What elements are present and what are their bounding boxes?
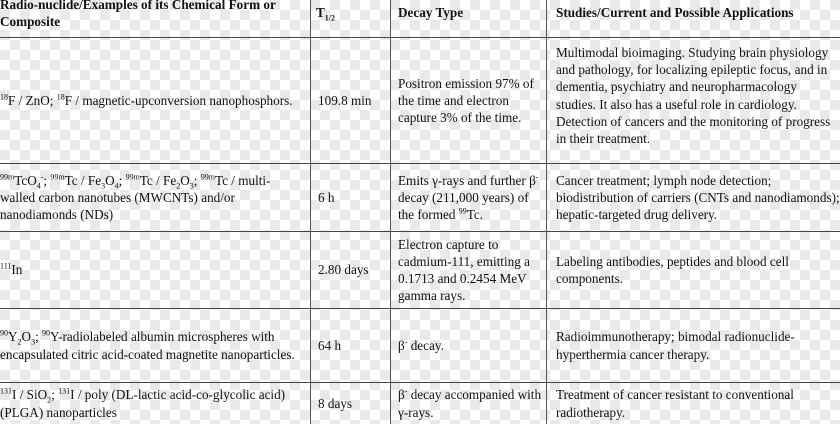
table-row-4-half-life: 64 h (318, 337, 342, 353)
table-row-3-applications: Labeling antibodies, peptides and blood cell components. (556, 253, 789, 286)
table-row-3-decay: Electron capture to cadmium-111, emitting a 0.1713 and 0.2454 MeV gamma rays. (398, 236, 530, 304)
table-row-2-half-life: 6 h (318, 189, 335, 205)
table-row-1-radionuclide: $^{18}$F / ZnO; $^{18}$F / magnetic-upconversion nanophosphors. (0, 92, 293, 108)
col-divider (546, 0, 547, 424)
table-row-5-half-life: 8 days (318, 395, 353, 411)
table-row-1-decay: Positron emission 97% of the time and electron capture 3% of the time. (398, 75, 534, 126)
header-decay-type: Decay Type (398, 5, 464, 20)
table-row-5-radionuclide: $^{131}$I / SiO$_2$; $^{131}$I / poly (DL-lactic acid-co-glycolic acid) (PLGA) nanoparticles (0, 386, 286, 420)
table-row-3-radionuclide: $^{111}$In (0, 262, 23, 278)
table-row-3-half-life: 2.80 days (318, 262, 369, 278)
table-row-2-radionuclide: $^{99m}$TcO$_4$-; $^{99m}Tc / Fe_3O_4$; $^{99m}Tc / Fe_2O_3$; $^{99m}$Tc / multi-walled carbon nanotubes (MWCNTs) and/or nanodiamonds (NDs) (0, 172, 271, 223)
table-row-2-decay: Emits γ-rays and further β- decay (211,000 years) of the formed $^{99}$Tc. (398, 172, 539, 223)
table-row-5-applications: Treatment of cancer resistant to conventional radiotherapy. (556, 387, 794, 420)
table-row-2-applications: Cancer treatment; lymph node detection; biodistribution of carriers (CNTs and nanodiamonds); hepatic-targeted drug delivery. (556, 172, 840, 223)
table-row-1-applications: Multimodal bioimaging. Studying brain physiology and pathology, for localizing epileptic focus, and in dementia, psychiatry and neuropharmacology studies. It also has a useful role in cardiology. Detection of cancers and the monitoring of progress in their treatment. (556, 45, 831, 147)
table-row-4-applications: Radioimmunotherapy; bimodal radionuclide-hyperthermia cancer therapy. (556, 329, 795, 362)
col-divider (390, 0, 391, 424)
header-applications: Studies/Current and Possible Applications (556, 5, 794, 20)
header-half-life: $T_{1/2}$ (316, 5, 336, 23)
header-radionuclide: Radio-nuclide/Examples of its Chemical Form or Composite (0, 0, 276, 30)
table-row-1-half-life: 109.8 min (318, 92, 372, 108)
table-row-5-decay: β- decay accompanied with γ-rays. (398, 386, 542, 420)
table-row-4-radionuclide: $^{90}Y_2O_3$; $^{90}$Y-radiolabeled albumin microspheres with encapsulated citric acid-coated magnetite nanoparticles. (0, 328, 295, 362)
col-divider (310, 0, 311, 424)
table-row-4-decay: β- decay. (398, 337, 444, 353)
